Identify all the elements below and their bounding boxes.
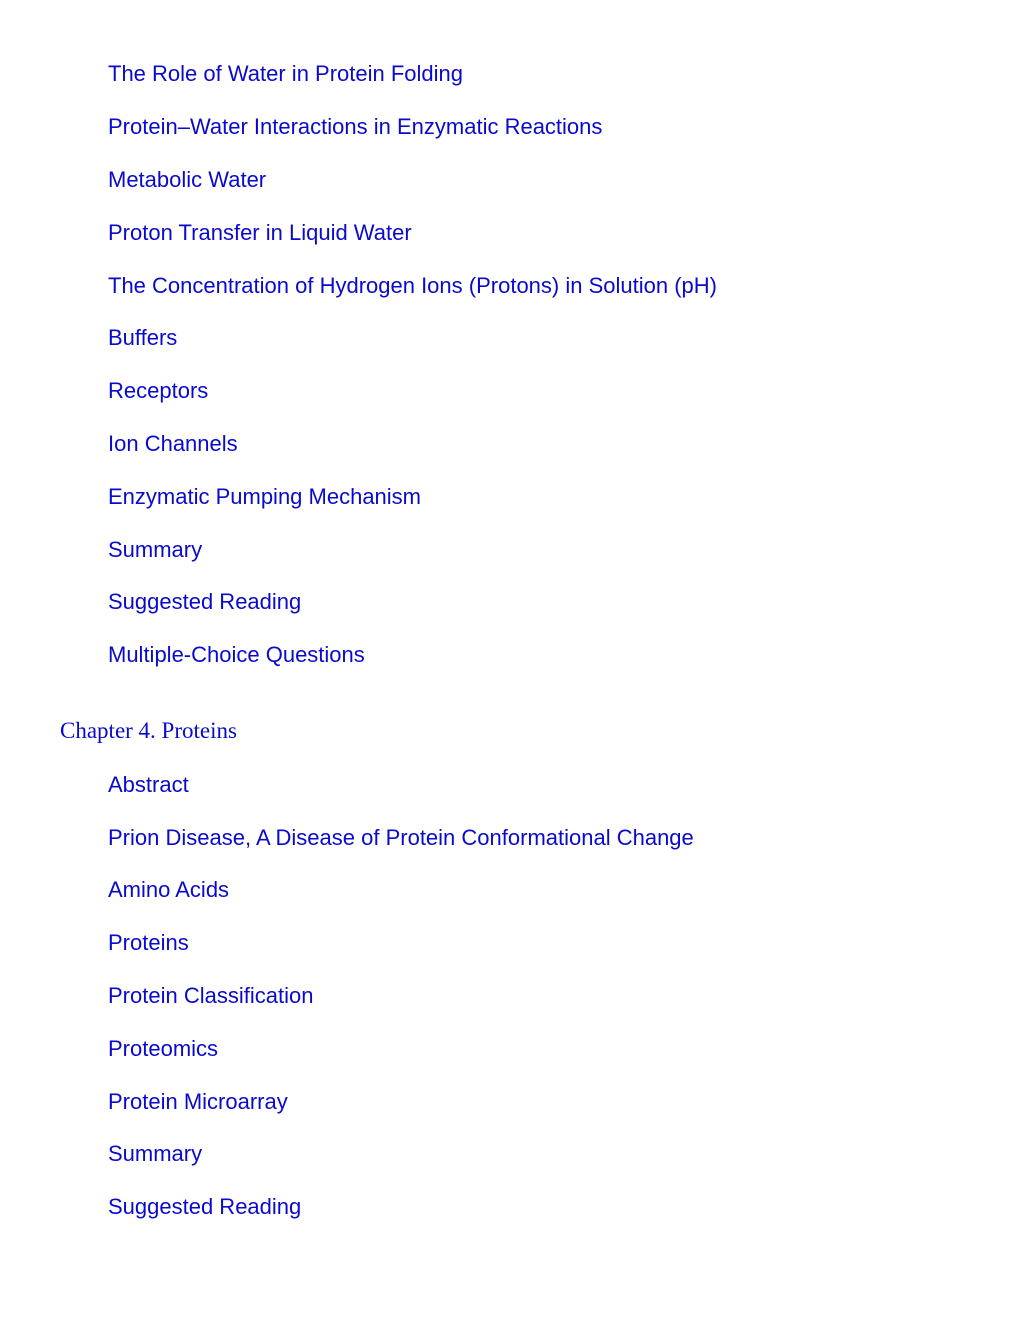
toc-link-ion-channels[interactable]: Ion Channels bbox=[108, 431, 238, 456]
toc-link-suggested-reading[interactable]: Suggested Reading bbox=[108, 589, 302, 614]
toc-link-role-of-water-protein-folding[interactable]: The Role of Water in Protein Folding bbox=[108, 61, 464, 86]
toc-link-receptors[interactable]: Receptors bbox=[108, 378, 209, 403]
toc-link-protein-water-interactions[interactable]: Protein–Water Interactions in Enzymatic Reactions bbox=[108, 114, 603, 139]
toc-link-proteomics[interactable]: Proteomics bbox=[108, 1036, 219, 1061]
toc-link-protein-microarray[interactable]: Protein Microarray bbox=[108, 1089, 288, 1114]
toc-link-suggested-reading-ch4[interactable]: Suggested Reading bbox=[108, 1194, 302, 1219]
toc-link-metabolic-water[interactable]: Metabolic Water bbox=[108, 167, 267, 192]
toc-link-proteins[interactable]: Proteins bbox=[108, 930, 189, 955]
toc-link-summary-ch4[interactable]: Summary bbox=[108, 1141, 203, 1166]
toc-link-prion-disease[interactable]: Prion Disease, A Disease of Protein Conformational Change bbox=[108, 825, 694, 850]
toc-link-summary[interactable]: Summary bbox=[108, 537, 203, 562]
toc-link-protein-classification[interactable]: Protein Classification bbox=[108, 983, 314, 1008]
toc-link-abstract[interactable]: Abstract bbox=[108, 772, 189, 797]
toc-link-enzymatic-pumping[interactable]: Enzymatic Pumping Mechanism bbox=[108, 484, 422, 509]
toc-link-amino-acids[interactable]: Amino Acids bbox=[108, 877, 230, 902]
toc-link-proton-transfer[interactable]: Proton Transfer in Liquid Water bbox=[108, 220, 412, 245]
toc-link-buffers[interactable]: Buffers bbox=[108, 325, 178, 350]
chapter-4-heading[interactable]: Chapter 4. Proteins bbox=[60, 718, 237, 743]
toc-link-multiple-choice-questions[interactable]: Multiple-Choice Questions bbox=[108, 642, 365, 667]
toc-link-hydrogen-ion-concentration[interactable]: The Concentration of Hydrogen Ions (Protons) in Solution (pH) bbox=[108, 273, 717, 298]
